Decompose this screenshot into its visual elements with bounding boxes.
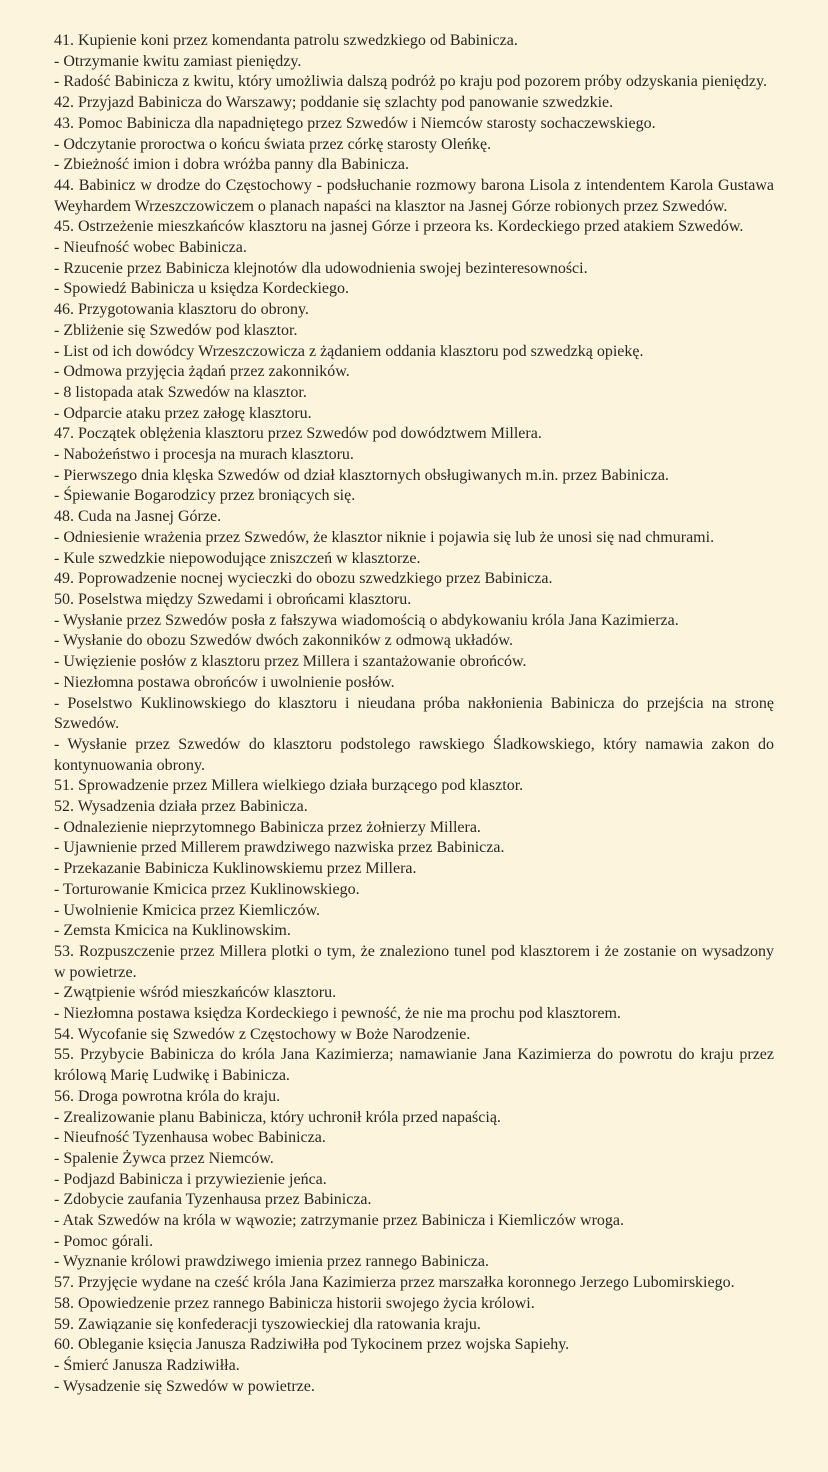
document-body xyxy=(54,31,774,1397)
plan-subpoint: - Śpiewanie Bogarodzicy przez broniących się. xyxy=(54,487,356,505)
plan-subpoint: - Zdobycie zaufania Tyzenhausa przez Babinicza. xyxy=(54,1191,372,1209)
plan-point: 60. Obleganie księcia Janusza Radziwiłła pod Tykocinem przez wojska Sapiehy. xyxy=(54,1336,570,1354)
plan-point: 54. Wycofanie się Szwedów z Częstochowy w Boże Narodzenie. xyxy=(54,1025,471,1043)
plan-subpoint: - Śmierć Janusza Radziwiłła. xyxy=(54,1357,240,1374)
plan-subpoint: - Odnalezienie nieprzytomnego Babinicza przez żołnierzy Millera. xyxy=(54,818,481,836)
plan-subpoint: - Ujawnienie przed Millerem prawdziwego nazwiska przez Babinicza. xyxy=(54,839,505,857)
plan-point: 52. Wysadzenia działa przez Babinicza. xyxy=(54,798,308,816)
plan-point: 43. Pomoc Babinicza dla napadniętego przez Szwedów i Niemców starosty sochaczewskiego. xyxy=(54,114,656,132)
plan-subpoint: - Odniesienie wrażenia przez Szwedów, że klasztor niknie i pojawia się lub że unosi się nad chmurami. xyxy=(54,528,715,546)
plan-point: 58. Opowiedzenie przez rannego Babinicza historii swojego życia królowi. xyxy=(54,1294,535,1312)
plan-subpoint: - List od ich dowódcy Wrzeszczowicza z żądaniem oddania klasztoru pod szwedzką opiekę. xyxy=(54,342,644,360)
plan-subpoint: - 8 listopada atak Szwedów na klasztor. xyxy=(54,383,307,401)
plan-subpoint: - Spowiedź Babinicza u księdza Kordeckiego. xyxy=(54,280,350,298)
plan-subpoint: - Nabożeństwo i procesja na murach klasztoru. xyxy=(54,446,354,464)
plan-subpoint: - Zemsta Kmicica na Kuklinowskim. xyxy=(54,922,291,940)
plan-point: 50. Poselstwa między Szwedami i obrońcami klasztoru. xyxy=(54,590,412,608)
plan-subpoint: - Uwolnienie Kmicica przez Kiemliczów. xyxy=(54,901,320,919)
plan-subpoint: - Wysłanie przez Szwedów do klasztoru podstolego rawskiego Śladkowskiego, który namawia zakon do kontynuowania obrony. xyxy=(54,735,774,774)
plan-point: 48. Cuda na Jasnej Górze. xyxy=(54,508,222,526)
plan-point: 44. Babinicz w drodze do Częstochowy - podsłuchanie rozmowy barona Lisola z intendentem Karola Gustawa Weyhardem Wrzeszczowiczem o planach napaści na klasztor na Jasnej Górze robionych przez Szwedów. xyxy=(54,176,774,215)
plan-subpoint: - Zbieżność imion i dobra wróżba panny dla Babinicza. xyxy=(54,156,409,174)
plan-subpoint: - Odczytanie proroctwa o końcu świata przez córkę starosty Oleńkę. xyxy=(54,135,492,153)
plan-subpoint: - Nieufność wobec Babinicza. xyxy=(54,239,247,257)
plan-subpoint: - Torturowanie Kmicica przez Kuklinowskiego. xyxy=(54,880,360,898)
plan-subpoint: - Wysłanie przez Szwedów posła z fałszywa wiadomością o abdykowaniu króla Jana Kazimierza. xyxy=(54,611,679,629)
plan-subpoint: - Zbliżenie się Szwedów pod klasztor. xyxy=(54,321,298,339)
plan-subpoint: - Radość Babinicza z kwitu, który umożliwia dalszą podróż po kraju pod pozorem próby odzyskania pieniędzy. xyxy=(54,73,767,91)
plan-point: 41. Kupienie koni przez komendanta patrolu szwedzkiego od Babinicza. xyxy=(54,32,518,49)
plan-point: 51. Sprowadzenie przez Millera wielkiego działa burzącego pod klasztor. xyxy=(54,777,524,795)
plan-subpoint: - Niezłomna postawa obrońców i uwolnienie posłów. xyxy=(54,673,395,691)
plan-point: 55. Przybycie Babinicza do króla Jana Kazimierza; namawianie Jana Kazimierza do powrotu do kraju przez królową Marię Ludwikę i Babinicza. xyxy=(54,1046,774,1085)
plan-subpoint: - Otrzymanie kwitu zamiast pieniędzy. xyxy=(54,52,302,70)
plan-subpoint: - Poselstwo Kuklinowskiego do klasztoru i nieudana próba nakłonienia Babinicza do przejścia na stronę Szwedów. xyxy=(54,694,774,733)
plan-subpoint: - Zrealizowanie planu Babinicza, który uchronił króla przed napaścią. xyxy=(54,1108,501,1126)
plan-subpoint: - Niezłomna postawa księdza Kordeckiego i pewność, że nie ma prochu pod klasztorem. xyxy=(54,1005,621,1023)
plan-subpoint: - Przekazanie Babinicza Kuklinowskiemu przez Millera. xyxy=(54,860,417,878)
plan-subpoint: - Pomoc górali. xyxy=(54,1232,154,1250)
plan-point: 57. Przyjęcie wydane na cześć króla Jana Kazimierza przez marszałka koronnego Jerzego Lubomirskiego. xyxy=(54,1274,735,1292)
plan-subpoint: - Odmowa przyjęcia żądań przez zakonników. xyxy=(54,363,350,381)
plan-point: 59. Zawiązanie się konfederacji tyszowieckiej dla ratowania kraju. xyxy=(54,1315,481,1333)
plan-subpoint: - Wysadzenie się Szwedów w powietrze. xyxy=(54,1377,315,1395)
plan-point: 49. Poprowadzenie nocnej wycieczki do obozu szwedzkiego przez Babinicza. xyxy=(54,570,553,588)
plan-subpoint: - Spalenie Żywca przez Niemców. xyxy=(54,1149,274,1167)
plan-subpoint: - Wyznanie królowi prawdziwego imienia przez rannego Babinicza. xyxy=(54,1253,490,1271)
plan-point: 45. Ostrzeżenie mieszkańców klasztoru na jasnej Górze i przeora ks. Kordeckiego przed atakiem Szwedów. xyxy=(54,218,744,236)
plan-point: 42. Przyjazd Babinicza do Warszawy; poddanie się szlachty pod panowanie szwedzkie. xyxy=(54,94,614,112)
plan-point: 46. Przygotowania klasztoru do obrony. xyxy=(54,301,309,319)
plan-subpoint: - Pierwszego dnia klęska Szwedów od dział klasztornych obsługiwanych m.in. przez Babinicza. xyxy=(54,466,669,484)
plan-subpoint: - Podjazd Babinicza i przywiezienie jeńca. xyxy=(54,1170,327,1188)
plan-subpoint: - Zwątpienie wśród mieszkańców klasztoru. xyxy=(54,984,337,1002)
plan-point: 53. Rozpuszczenie przez Millera plotki o tym, że znaleziono tunel pod klasztorem i że zostanie on wysadzony w powietrze. xyxy=(54,942,774,981)
plan-subpoint: - Wysłanie do obozu Szwedów dwóch zakonników z odmową układów. xyxy=(54,632,513,650)
plan-subpoint: - Kule szwedzkie niepowodujące zniszczeń w klasztorze. xyxy=(54,549,421,567)
plan-subpoint: - Odparcie ataku przez załogę klasztoru. xyxy=(54,404,312,422)
plan-subpoint: - Atak Szwedów na króla w wąwozie; zatrzymanie przez Babinicza i Kiemliczów wroga. xyxy=(54,1212,624,1230)
plan-subpoint: - Uwięzienie posłów z klasztoru przez Millera i szantażowanie obrońców. xyxy=(54,653,527,671)
plan-subpoint: - Rzucenie przez Babinicza klejnotów dla udowodnienia swojej bezinteresowności. xyxy=(54,259,588,277)
plan-point: 56. Droga powrotna króla do kraju. xyxy=(54,1087,281,1105)
plan-subpoint: - Nieufność Tyzenhausa wobec Babinicza. xyxy=(54,1129,326,1147)
plan-point: 47. Początek oblężenia klasztoru przez Szwedów pod dowództwem Millera. xyxy=(54,425,542,443)
